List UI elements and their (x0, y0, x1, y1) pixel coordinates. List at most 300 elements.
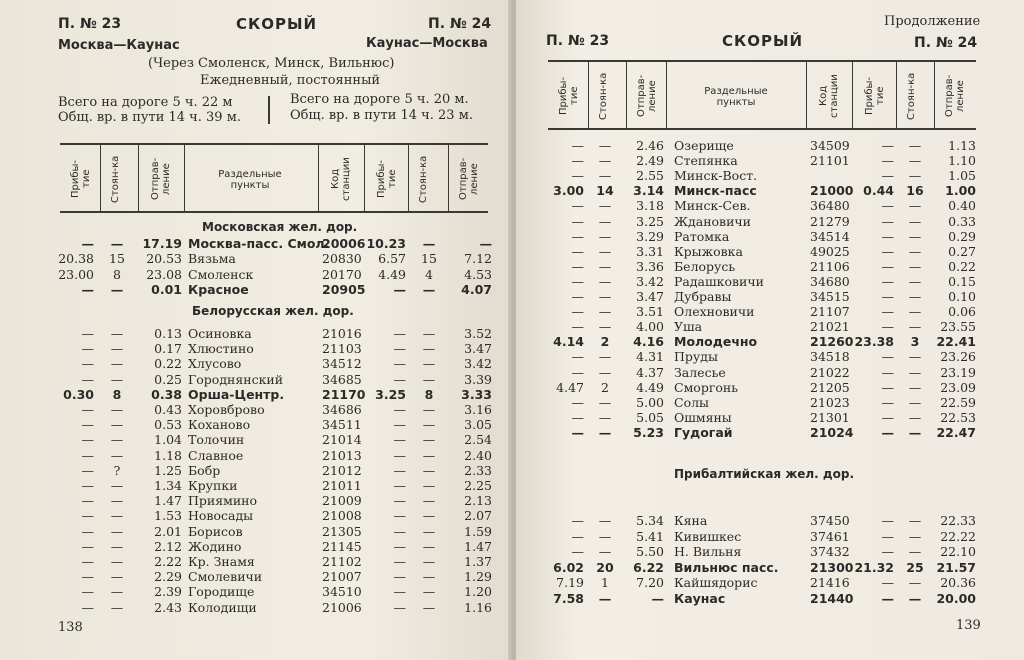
cell-s2: — (422, 508, 436, 524)
cell-s2: — (422, 478, 436, 493)
table-row (60, 569, 500, 584)
cell-s: — (110, 599, 124, 615)
table-row (548, 513, 988, 528)
page-number-left: 138 (58, 620, 83, 635)
cell-s2: — (908, 349, 922, 365)
cell-d2: 2.33 (464, 462, 492, 478)
cell-a: — (81, 432, 94, 448)
table-row (60, 463, 500, 478)
cell-d2: 23.19 (940, 364, 976, 380)
cell-a2: — (881, 409, 894, 425)
total-time-forward-road: Всего на дороге 5 ч. 22 м (58, 95, 233, 110)
cell-a2: — (881, 304, 894, 320)
cell-d2: 1.29 (464, 569, 492, 585)
cell-s: — (598, 153, 612, 169)
table-row (60, 448, 500, 463)
cell-s2: 25 (906, 559, 924, 575)
section-baltic-railway: Прибалтийская жел. дор. (674, 467, 855, 481)
cell-k: 21101 (810, 153, 850, 169)
cell-s2: — (908, 319, 922, 335)
table-row (60, 493, 500, 508)
table-row (60, 251, 500, 266)
cell-a: 7.19 (556, 575, 584, 591)
section-moscow-railway: Московская жел. дор. (202, 220, 358, 234)
cell-n: Вязьма (188, 251, 236, 267)
cell-a2: — (881, 513, 894, 528)
cell-d2: — (479, 236, 492, 251)
cell-a2: — (881, 273, 894, 289)
cell-a: — (571, 304, 584, 320)
cell-a2: — (881, 544, 894, 560)
cell-n: Радашковичи (674, 273, 764, 289)
cell-d2: 2.25 (464, 478, 492, 493)
cell-s2: — (422, 462, 436, 478)
table-row (548, 168, 988, 183)
cell-n: Вильнюс пасс. (674, 559, 779, 575)
cell-d2: 1.16 (464, 599, 492, 615)
table-row (60, 267, 500, 282)
cell-s: 15 (109, 251, 125, 267)
total-time-return-trip: Общ. вр. в пути 14 ч. 23 м. (290, 108, 473, 123)
cell-d: 1.53 (154, 508, 182, 524)
cell-s2: — (908, 243, 922, 259)
cell-a: — (571, 349, 584, 365)
route-via: (Через Смоленск, Минск, Вильнюс) (148, 56, 395, 71)
cell-s2: — (908, 198, 922, 214)
table-row (60, 372, 500, 387)
cell-d: 6.22 (633, 559, 664, 575)
cell-k: 21012 (322, 462, 362, 478)
cell-a: — (81, 341, 94, 357)
cell-a2: — (393, 341, 406, 357)
cell-s: — (598, 528, 612, 544)
cell-k: 34511 (322, 417, 362, 433)
cell-s: — (598, 243, 612, 259)
cell-s2: — (422, 326, 436, 341)
cell-d2: 0.33 (948, 213, 976, 229)
cell-n: Крыжовка (674, 243, 743, 259)
cell-a2: — (393, 569, 406, 585)
cell-k: 21006 (322, 599, 362, 615)
cell-n: Озерище (674, 138, 734, 153)
cell-k: 36480 (810, 198, 850, 214)
cell-k: 21300 (810, 559, 854, 575)
col-points: Раздельные пункты (218, 169, 282, 191)
cell-a: — (81, 478, 94, 493)
cell-s2: — (422, 281, 436, 297)
cell-d2: 1.47 (464, 538, 492, 554)
cell-a: — (571, 138, 584, 153)
cell-d2: 1.10 (948, 153, 976, 169)
col-points-p2: Раздельные пункты (704, 86, 768, 108)
cell-n: Кяна (674, 513, 708, 528)
cell-s: — (110, 402, 124, 417)
cell-a: — (571, 544, 584, 560)
cell-d2: 3.05 (464, 417, 492, 433)
cell-s: — (598, 364, 612, 380)
cell-d: 3.18 (636, 198, 664, 214)
cell-a2: — (393, 508, 406, 524)
cell-d2: 7.12 (464, 251, 492, 267)
cell-d2: 0.22 (948, 258, 976, 274)
cell-a: — (81, 523, 94, 539)
table-row (548, 410, 988, 425)
table-row (548, 289, 988, 304)
cell-d: 5.05 (636, 409, 664, 425)
cell-a2: — (881, 364, 894, 380)
cell-s: — (110, 523, 124, 539)
schedule-note: Ежедневный, постоянный (200, 73, 381, 88)
cell-a2: — (393, 523, 406, 539)
cell-k: 21009 (322, 493, 362, 509)
cell-k: 21014 (322, 432, 362, 448)
cell-d2: 1.20 (464, 584, 492, 600)
cell-d: 0.01 (151, 281, 182, 297)
table-row (548, 380, 988, 395)
table-row (548, 153, 988, 168)
cell-a: 20.38 (58, 251, 94, 267)
table-row (548, 319, 988, 334)
cell-s2: 8 (424, 386, 434, 402)
cell-d2: 21.57 (936, 559, 976, 575)
table-row (548, 529, 988, 544)
table-row (60, 341, 500, 356)
cell-k: 20905 (322, 281, 366, 297)
cell-n: Борисов (188, 523, 243, 539)
cell-d: 0.53 (154, 417, 182, 433)
cell-a2: — (393, 432, 406, 448)
cell-d: 0.17 (154, 341, 182, 357)
cell-k: 21007 (322, 569, 362, 585)
cell-n: Колодищи (188, 599, 257, 615)
cell-a2: — (881, 168, 894, 184)
cell-k: 34514 (810, 228, 850, 244)
cell-k: 34518 (810, 349, 850, 365)
cell-a: — (81, 538, 94, 554)
cell-k: 20830 (322, 251, 362, 267)
cell-s2: — (908, 409, 922, 425)
cell-d2: 3.16 (464, 402, 492, 417)
cell-d2: 3.42 (464, 356, 492, 372)
col-stop-return-p2: Стоян-ка (906, 72, 917, 120)
cell-s2: — (422, 341, 436, 357)
cell-s: 20 (596, 559, 614, 575)
col-arrival-p2: Прибы-тие (558, 76, 580, 116)
cell-a2: — (881, 289, 894, 304)
cell-d: 4.31 (636, 349, 664, 365)
cell-d2: 22.41 (936, 334, 976, 350)
cell-s: — (110, 569, 124, 585)
table-row (60, 600, 500, 615)
cell-a: — (81, 417, 94, 433)
cell-s: — (598, 591, 612, 606)
cell-a2: 10.23 (366, 236, 406, 251)
cell-a2: — (881, 258, 894, 274)
table-row (548, 304, 988, 319)
cell-a: — (81, 493, 94, 509)
cell-d: 2.22 (154, 554, 182, 569)
cell-k: 21013 (322, 447, 362, 463)
cell-d: 3.31 (636, 243, 664, 259)
table-header-left (60, 143, 488, 213)
cell-s: — (598, 289, 612, 304)
cell-s: — (598, 544, 612, 560)
cell-n: Приямино (188, 493, 258, 509)
cell-a: 7.58 (553, 591, 584, 606)
cell-d2: 1.00 (945, 183, 976, 199)
cell-d2: 3.33 (461, 386, 492, 402)
cell-d: 1.47 (154, 493, 182, 509)
cell-d2: 0.10 (948, 289, 976, 304)
cell-d: 3.29 (636, 228, 664, 244)
cell-n: Минск-Сев. (674, 198, 751, 214)
cell-s: 8 (113, 266, 121, 282)
cell-k: 21301 (810, 409, 850, 425)
cell-d: 0.25 (154, 371, 182, 387)
cell-s2: — (908, 289, 922, 304)
cell-a2: — (881, 349, 894, 365)
train-number-right: П. № 24 (428, 16, 492, 32)
cell-s: 2 (600, 334, 610, 350)
cell-n: Жодино (188, 538, 242, 554)
table-row (60, 524, 500, 539)
cell-a2: — (881, 424, 894, 440)
route-forward: Москва—Каунас (58, 38, 180, 53)
cell-a2: — (881, 575, 894, 591)
cell-n: Хоровброво (188, 402, 265, 417)
cell-d2: 3.47 (464, 341, 492, 357)
cell-s2: — (422, 584, 436, 600)
cell-d2: 1.13 (948, 138, 976, 153)
cell-a2: — (881, 138, 894, 153)
cell-s2: 16 (906, 183, 924, 199)
cell-d: 0.13 (154, 326, 182, 341)
table-row (548, 349, 988, 364)
cell-n: Бобр (188, 462, 221, 478)
cell-n: Уша (674, 319, 703, 335)
cell-a2: 0.44 (863, 183, 894, 199)
cell-a2: — (881, 379, 894, 395)
cell-s2: — (908, 364, 922, 380)
cell-a: — (81, 356, 94, 372)
cell-a: — (81, 554, 94, 569)
cell-n: Минск-Вост. (674, 168, 758, 184)
cell-d2: 23.09 (940, 379, 976, 395)
cell-s: — (110, 356, 124, 372)
cell-s: — (110, 236, 124, 251)
cell-a: 0.30 (63, 386, 94, 402)
cell-s: — (110, 554, 124, 569)
cell-k: 20006 (322, 236, 366, 251)
cell-n: Кайшядорис (674, 575, 758, 591)
cell-d2: 22.59 (940, 394, 976, 410)
table-header-right (548, 60, 976, 130)
cell-a: 4.47 (556, 379, 584, 395)
cell-n: Ждановичи (674, 213, 752, 229)
col-departure-return-p2: Отправ-ление (944, 74, 966, 118)
cell-a: — (571, 394, 584, 410)
page-number-right: 139 (956, 618, 981, 633)
cell-a: — (81, 326, 94, 341)
cell-s2: — (908, 379, 922, 395)
cell-n: Ратомка (674, 228, 730, 244)
cell-n: Кр. Знамя (188, 554, 255, 569)
cell-d2: 22.47 (936, 424, 976, 440)
table-row (60, 326, 500, 341)
cell-k: 34509 (810, 138, 850, 153)
cell-s2: — (908, 528, 922, 544)
cell-s2: — (908, 228, 922, 244)
cell-d: 2.49 (636, 153, 664, 169)
cell-d: 0.22 (154, 356, 182, 372)
cell-a2: — (881, 319, 894, 335)
table-row (548, 544, 988, 559)
cell-d: 5.41 (636, 528, 664, 544)
cell-n: Ошмяны (674, 409, 732, 425)
table-row (548, 259, 988, 274)
cell-a2: 21.32 (854, 559, 894, 575)
col-departure-return: Отправ-ление (458, 157, 480, 201)
cell-a2: 6.57 (378, 251, 406, 267)
cell-d2: 1.59 (464, 523, 492, 539)
cell-s2: — (908, 513, 922, 528)
cell-n: Красное (188, 281, 249, 297)
cell-k: 37450 (810, 513, 850, 528)
cell-s2: — (422, 569, 436, 585)
table-row (60, 282, 500, 297)
cell-s2: — (422, 523, 436, 539)
col-arrival-return-p2: Прибы-тие (864, 76, 886, 116)
cell-a: — (81, 508, 94, 524)
col-arrival-return: Прибы-тие (376, 159, 398, 199)
col-arrival: Прибы-тие (70, 159, 92, 199)
cell-s2: — (422, 447, 436, 463)
cell-a2: — (393, 417, 406, 433)
cell-a2: — (393, 462, 406, 478)
cell-d: 1.04 (154, 432, 182, 448)
cell-s2: 15 (421, 251, 437, 267)
cell-d2: 4.07 (461, 281, 492, 297)
cell-s: — (598, 168, 612, 184)
cell-a: — (571, 243, 584, 259)
col-stop-return: Стоян-ка (418, 155, 429, 203)
cell-n: Пруды (674, 349, 718, 365)
cell-k: 34680 (810, 273, 850, 289)
table-row (60, 478, 500, 493)
cell-d: 1.34 (154, 478, 182, 493)
cell-n: Кивишкес (674, 528, 742, 544)
cell-s: — (110, 326, 124, 341)
train-kind-title: СКОРЫЙ (236, 15, 318, 33)
cell-n: Хлусово (188, 356, 242, 372)
cell-d: 4.37 (636, 364, 664, 380)
cell-s2: — (908, 304, 922, 320)
cell-n: Смоленск (188, 266, 254, 282)
cell-k: 21260 (810, 334, 854, 350)
cell-k: 21016 (322, 326, 362, 341)
cell-a2: — (393, 371, 406, 387)
cell-d: 3.47 (636, 289, 664, 304)
right-page (516, 0, 1024, 660)
cell-n: Солы (674, 394, 709, 410)
cell-a2: — (393, 326, 406, 341)
cell-s2: — (908, 273, 922, 289)
table-row (548, 365, 988, 380)
cell-d2: 2.40 (464, 447, 492, 463)
cell-d: 20.53 (146, 251, 182, 267)
cell-a: — (571, 319, 584, 335)
cell-s2: — (908, 394, 922, 410)
cell-a: — (571, 364, 584, 380)
cell-d: 23.08 (146, 266, 182, 282)
cell-d: 7.20 (636, 575, 664, 591)
cell-a2: — (393, 599, 406, 615)
cell-s2: — (908, 168, 922, 184)
cell-s: — (110, 371, 124, 387)
cell-s2: — (422, 417, 436, 433)
cell-d2: 1.05 (948, 168, 976, 184)
cell-k: 21279 (810, 213, 850, 229)
cell-s: — (110, 447, 124, 463)
cell-a: — (81, 462, 94, 478)
cell-s2: — (908, 138, 922, 153)
table-row (60, 402, 500, 417)
cell-k: 34510 (322, 584, 362, 600)
cell-a: — (571, 198, 584, 214)
cell-d2: 2.07 (464, 508, 492, 524)
cell-k: 21107 (810, 304, 850, 320)
cell-d2: 23.26 (940, 349, 976, 365)
cell-s: — (598, 198, 612, 214)
cell-k: 21000 (810, 183, 854, 199)
table-row (60, 539, 500, 554)
cell-a2: — (881, 394, 894, 410)
cell-n: Городнянский (188, 371, 284, 387)
cell-s: — (110, 508, 124, 524)
table-row (60, 236, 500, 251)
cell-d2: 20.00 (936, 591, 976, 606)
cell-d: 2.29 (154, 569, 182, 585)
cell-s: 2 (601, 379, 609, 395)
cell-d2: 3.52 (464, 326, 492, 341)
cell-s: — (110, 432, 124, 448)
cell-n: Степянка (674, 153, 738, 169)
cell-k: 37461 (810, 528, 850, 544)
cell-n: Н. Вильня (674, 544, 742, 560)
cell-d: 2.12 (154, 538, 182, 554)
cell-a2: — (393, 538, 406, 554)
section-belarus-railway: Белорусская жел. дор. (192, 304, 354, 318)
cell-d: 5.34 (636, 513, 664, 528)
cell-a: 23.00 (58, 266, 94, 282)
cell-k: 49025 (810, 243, 850, 259)
cell-s: — (598, 319, 612, 335)
cell-k: 34686 (322, 402, 362, 417)
col-code: Код станции (330, 157, 352, 201)
cell-s: — (110, 341, 124, 357)
cell-k: 21102 (322, 554, 362, 569)
cell-d: 3.25 (636, 213, 664, 229)
train-kind-title-p2: СКОРЫЙ (722, 32, 804, 50)
cell-s: — (598, 213, 612, 229)
cell-d: 2.01 (154, 523, 182, 539)
col-departure-p2: Отправ-ление (636, 74, 658, 118)
cell-k: 21145 (322, 538, 362, 554)
cell-d: 3.14 (633, 183, 664, 199)
cell-s: 14 (596, 183, 614, 199)
cell-s2: 3 (910, 334, 920, 350)
cell-d2: 20.36 (940, 575, 976, 591)
